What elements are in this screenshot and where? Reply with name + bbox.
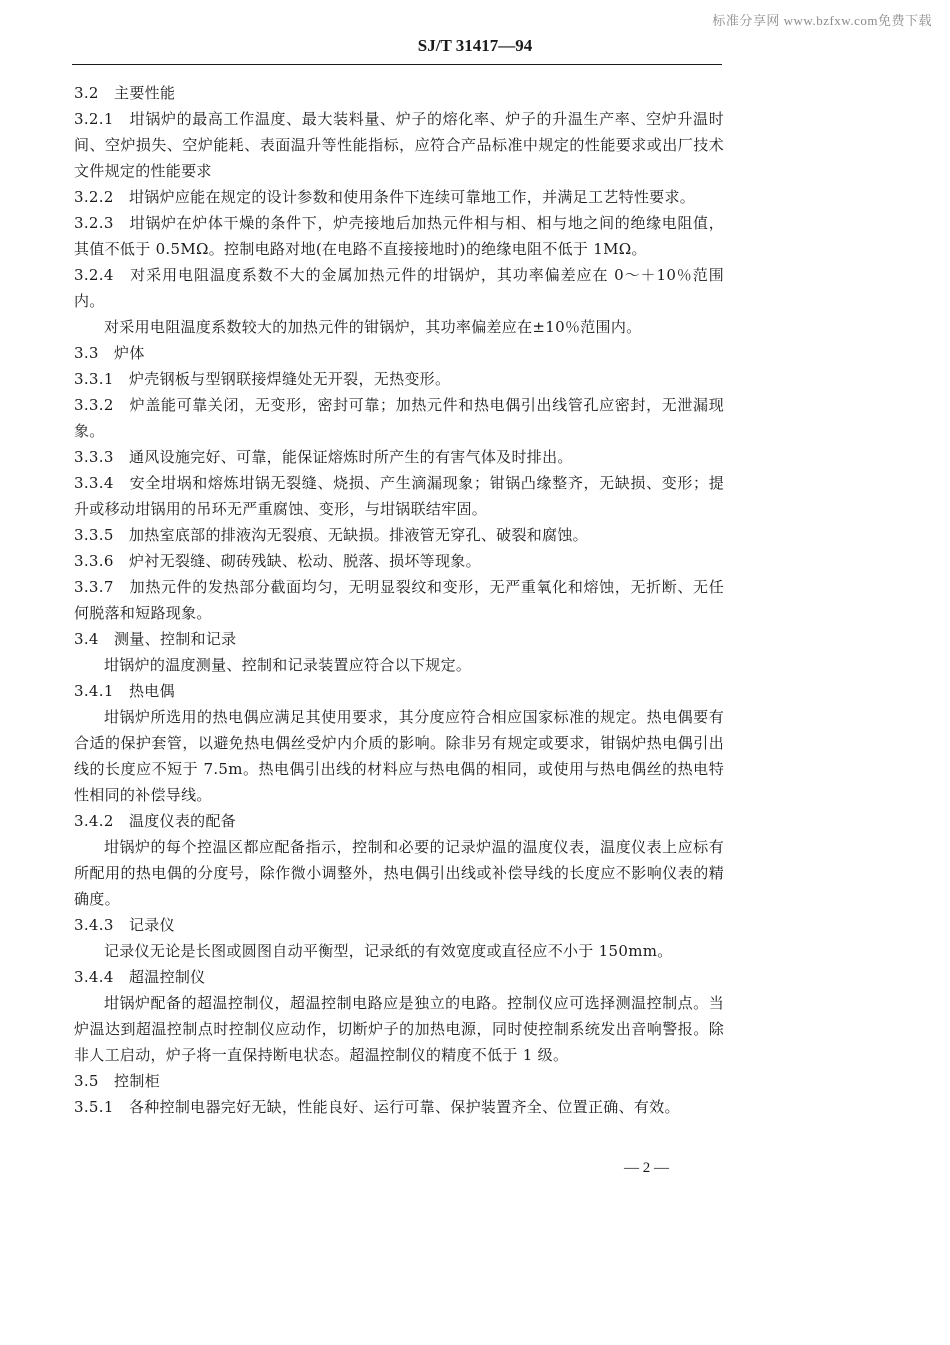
clause-continuation: 坩锅炉的每个控温区都应配备指示，控制和必要的记录炉温的温度仪表，温度仪表上应标有所配用的热电偶的分度号，除作微小调整外，热电偶引出线或补偿导线的长度应不影响仪表的精确度。 xyxy=(74,838,724,908)
clause-continuation: 坩锅炉配备的超温控制仪，超温控制电路应是独立的电路。控制仪应可选择测温控制点。当炉温达到超温控制点时控制仪应动作，切断炉子的加热电源，同时使控制系统发出音响警报。除非人工启动，炉子将一直保持断电状态。超温控制仪的精度不低于 1 级。 xyxy=(74,994,724,1064)
clause-continuation: 记录仪无论是长图或圆图自动平衡型，记录纸的有效宽度或直径应不小于 150mm。 xyxy=(104,942,673,960)
document-body xyxy=(74,80,724,1120)
section-heading: 3.4 测量、控制和记录 xyxy=(74,630,237,648)
header-rule xyxy=(72,64,722,65)
section-heading: 3.5 控制柜 xyxy=(74,1072,160,1090)
clause: 3.3.7 加热元件的发热部分截面均匀，无明显裂纹和变形，无严重氧化和熔蚀，无折断、无任何脱落和短路现象。 xyxy=(74,578,724,622)
clause: 3.3.6 炉衬无裂缝、砌砖残缺、松动、脱落、损坏等现象。 xyxy=(74,552,481,570)
clause: 3.3.4 安全坩埚和熔炼坩锅无裂缝、烧损、产生滴漏现象；钳锅凸缘整齐，无缺损、变形；提升或移动坩锅用的吊环无严重腐蚀、变形，与坩锅联结牢固。 xyxy=(74,474,724,518)
section-heading: 3.3 炉体 xyxy=(74,344,145,362)
clause: 3.2.4 对采用电阻温度系数不大的金属加热元件的坩锅炉，其功率偏差应在 0～＋10％范围内。 xyxy=(74,266,724,310)
clause: 3.3.3 通风设施完好、可靠，能保证熔炼时所产生的有害气体及时排出。 xyxy=(74,448,573,466)
clause: 3.3.1 炉壳钢板与型钢联接焊缝处无开裂，无热变形。 xyxy=(74,370,451,388)
clause-continuation: 坩锅炉的温度测量、控制和记录装置应符合以下规定。 xyxy=(104,656,472,674)
clause-continuation: 坩锅炉所选用的热电偶应满足其使用要求，其分度应符合相应国家标准的规定。热电偶要有合适的保护套管，以避免热电偶丝受炉内介质的影响。除非另有规定或要求，钳锅炉热电偶引出线的长度应不短于 7.5m。热电偶引出线的材料应与热电偶的相同，或使用与热电偶丝的热电特性相同的补偿导线。 xyxy=(74,708,724,804)
clause: 3.2.1 坩锅炉的最高工作温度、最大装料量、炉子的熔化率、炉子的升温生产率、空炉升温时间、空炉损失、空炉能耗、表面温升等性能指标，应符合产品标准中规定的性能要求或出厂技术文件规定的性能要求 xyxy=(74,110,724,180)
clause: 3.2.2 坩锅炉应能在规定的设计参数和使用条件下连续可靠地工作，并满足工艺特性要求。 xyxy=(74,188,696,206)
subsection-heading: 3.4.1 热电偶 xyxy=(74,682,175,700)
section-heading: 3.2 主要性能 xyxy=(74,84,176,102)
document-code: SJ/T 31417—94 xyxy=(417,36,533,55)
clause: 3.2.3 坩锅炉在炉体干燥的条件下，炉壳接地后加热元件相与相、相与地之间的绝缘电阻值，其值不低于 0.5MΩ。控制电路对地(在电路不直接接地时)的绝缘电阻不低于 1MΩ。 xyxy=(74,214,724,258)
clause-continuation: 对采用电阻温度系数较大的加热元件的钳锅炉，其功率偏差应在±10％范围内。 xyxy=(104,318,642,336)
watermark-text: 标准分享网 www.bzfxw.com免费下载 xyxy=(712,13,932,28)
subsection-heading: 3.4.4 超温控制仪 xyxy=(74,968,206,986)
subsection-heading: 3.4.2 温度仪表的配备 xyxy=(74,812,237,830)
page-number: — 2 — xyxy=(624,1160,669,1176)
subsection-heading: 3.4.3 记录仪 xyxy=(74,916,175,934)
clause: 3.3.2 炉盖能可靠关闭，无变形，密封可靠；加热元件和热电偶引出线管孔应密封，无泄漏现象。 xyxy=(74,396,724,440)
clause: 3.3.5 加热室底部的排液沟无裂痕、无缺损。排液管无穿孔、破裂和腐蚀。 xyxy=(74,526,588,544)
clause: 3.5.1 各种控制电器完好无缺，性能良好、运行可靠、保护装置齐全、位置正确、有效。 xyxy=(74,1098,680,1116)
